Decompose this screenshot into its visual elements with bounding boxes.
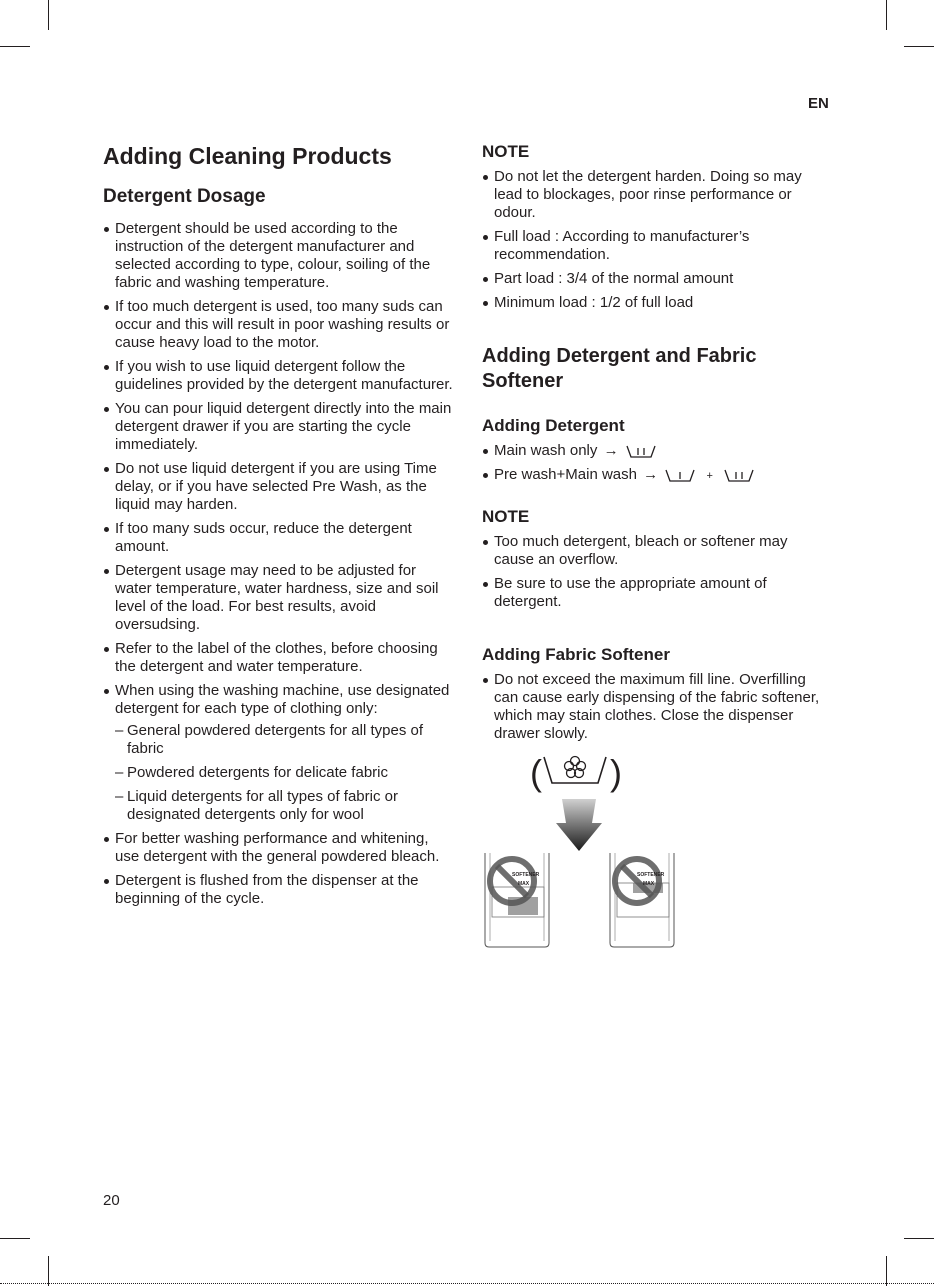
crop-mark <box>0 46 30 47</box>
note-title: NOTE <box>482 142 530 161</box>
note-list <box>482 533 830 611</box>
crop-mark <box>886 0 887 30</box>
section-subtitle: Detergent Dosage <box>103 186 266 207</box>
fabric-softener-title: Adding Fabric Softener <box>482 645 670 665</box>
list-item: Full load : According to manufacturer’s recommendation. <box>482 228 830 264</box>
section-title: Adding Detergent and Fabric Softener <box>482 345 757 392</box>
list-item: Do not exceed the maximum fill line. Overfilling can cause early dispensing of the fabric softener, which may stain clothes. Close the dispenser drawer slowly. <box>482 671 830 743</box>
list-item: You can pour liquid detergent directly into the main detergent drawer if you are starting the cycle immediately. <box>103 400 453 454</box>
tray-II-icon <box>625 442 657 460</box>
list-item: Do not let the detergent harden. Doing so may lead to blockages, poor rinse performance or odour. <box>482 168 830 222</box>
list-item: Part load : 3/4 of the normal amount <box>482 270 830 288</box>
list-item: Be sure to use the appropriate amount of detergent. <box>482 575 830 611</box>
left-column <box>103 140 453 914</box>
page-title: Adding Cleaning Products <box>103 143 392 169</box>
list-item: If too much detergent is used, too many suds can occur and this will result in poor washing results or cause heavy load to the motor. <box>103 298 453 352</box>
list-item <box>482 442 830 460</box>
list-item <box>482 466 830 485</box>
list-item: Refer to the label of the clothes, before choosing the detergent and water temperature. <box>103 640 453 676</box>
down-arrow-icon <box>554 797 604 853</box>
note-list <box>482 168 830 312</box>
crop-mark <box>48 0 49 30</box>
adding-detergent-title: Adding Detergent <box>482 416 625 435</box>
arrow-text: → <box>603 442 619 459</box>
list-item: For better washing performance and whitening, use detergent with the general powdered bleach. <box>103 830 453 866</box>
language-label: EN <box>808 95 829 112</box>
drawer-softener-label: SOFTENER <box>512 872 540 879</box>
dispenser-drawer-right <box>607 853 677 949</box>
detergent-compartment-list <box>482 442 830 485</box>
drawer-max-label: MAX <box>643 881 655 888</box>
list-item: If you wish to use liquid detergent follow the guidelines provided by the detergent manufacturer. <box>103 358 453 394</box>
list-item <box>103 682 453 824</box>
tray-I-icon <box>664 466 696 484</box>
softener-illustration <box>482 749 832 959</box>
bottom-dotted-border <box>0 1283 934 1284</box>
crop-mark <box>0 1238 30 1239</box>
arrow-text: → <box>643 466 659 484</box>
plus-sign: + <box>706 470 713 483</box>
sub-list <box>103 722 453 824</box>
list-item: If too many suds occur, reduce the detergent amount. <box>103 520 453 556</box>
note-title: NOTE <box>482 507 530 527</box>
page-number: 20 <box>103 1192 120 1209</box>
sub-list-item: – Liquid detergents for all types of fabric or designated detergents only for wool <box>103 788 453 824</box>
list-item: Detergent should be used according to the instruction of the detergent manufacturer and selected according to type, colour, soiling of the fabric and washing temperature. <box>103 220 453 292</box>
detergent-dosage-list <box>103 220 453 908</box>
tray-II-icon <box>723 466 755 484</box>
crop-mark <box>904 46 934 47</box>
svg-text:): ) <box>610 752 622 794</box>
list-item: Detergent usage may need to be adjusted for water temperature, water hardness, size and soil level of the load. For best results, avoid oversudsing. <box>103 562 453 634</box>
list-item: Detergent is flushed from the dispenser at the beginning of the cycle. <box>103 872 453 908</box>
crop-mark <box>886 1256 887 1286</box>
crop-mark <box>48 1256 49 1286</box>
right-column <box>482 140 830 959</box>
list-item: Do not use liquid detergent if you are using Time delay, or if you have selected Pre Wash, as the liquid may harden. <box>103 460 453 514</box>
svg-text:(: ( <box>530 752 542 794</box>
sub-list-item: – General powdered detergents for all types of fabric <box>103 722 453 758</box>
crop-mark <box>904 1238 934 1239</box>
drawer-softener-label: SOFTENER <box>637 872 665 879</box>
flower-tray-icon <box>528 749 628 799</box>
list-item: Minimum load : 1/2 of full load <box>482 294 830 312</box>
list-item-text: When using the washing machine, use designated detergent for each type of clothing only: <box>115 682 450 717</box>
list-item: Too much detergent, bleach or softener may cause an overflow. <box>482 533 830 569</box>
main-wash-label: Main wash only <box>494 442 598 459</box>
pre-main-wash-label: Pre wash+Main wash <box>494 466 637 484</box>
dispenser-drawer-left <box>482 853 552 949</box>
fabric-softener-list <box>482 671 830 743</box>
sub-list-item: – Powdered detergents for delicate fabric <box>103 764 453 782</box>
drawer-max-label: MAX <box>518 881 530 888</box>
